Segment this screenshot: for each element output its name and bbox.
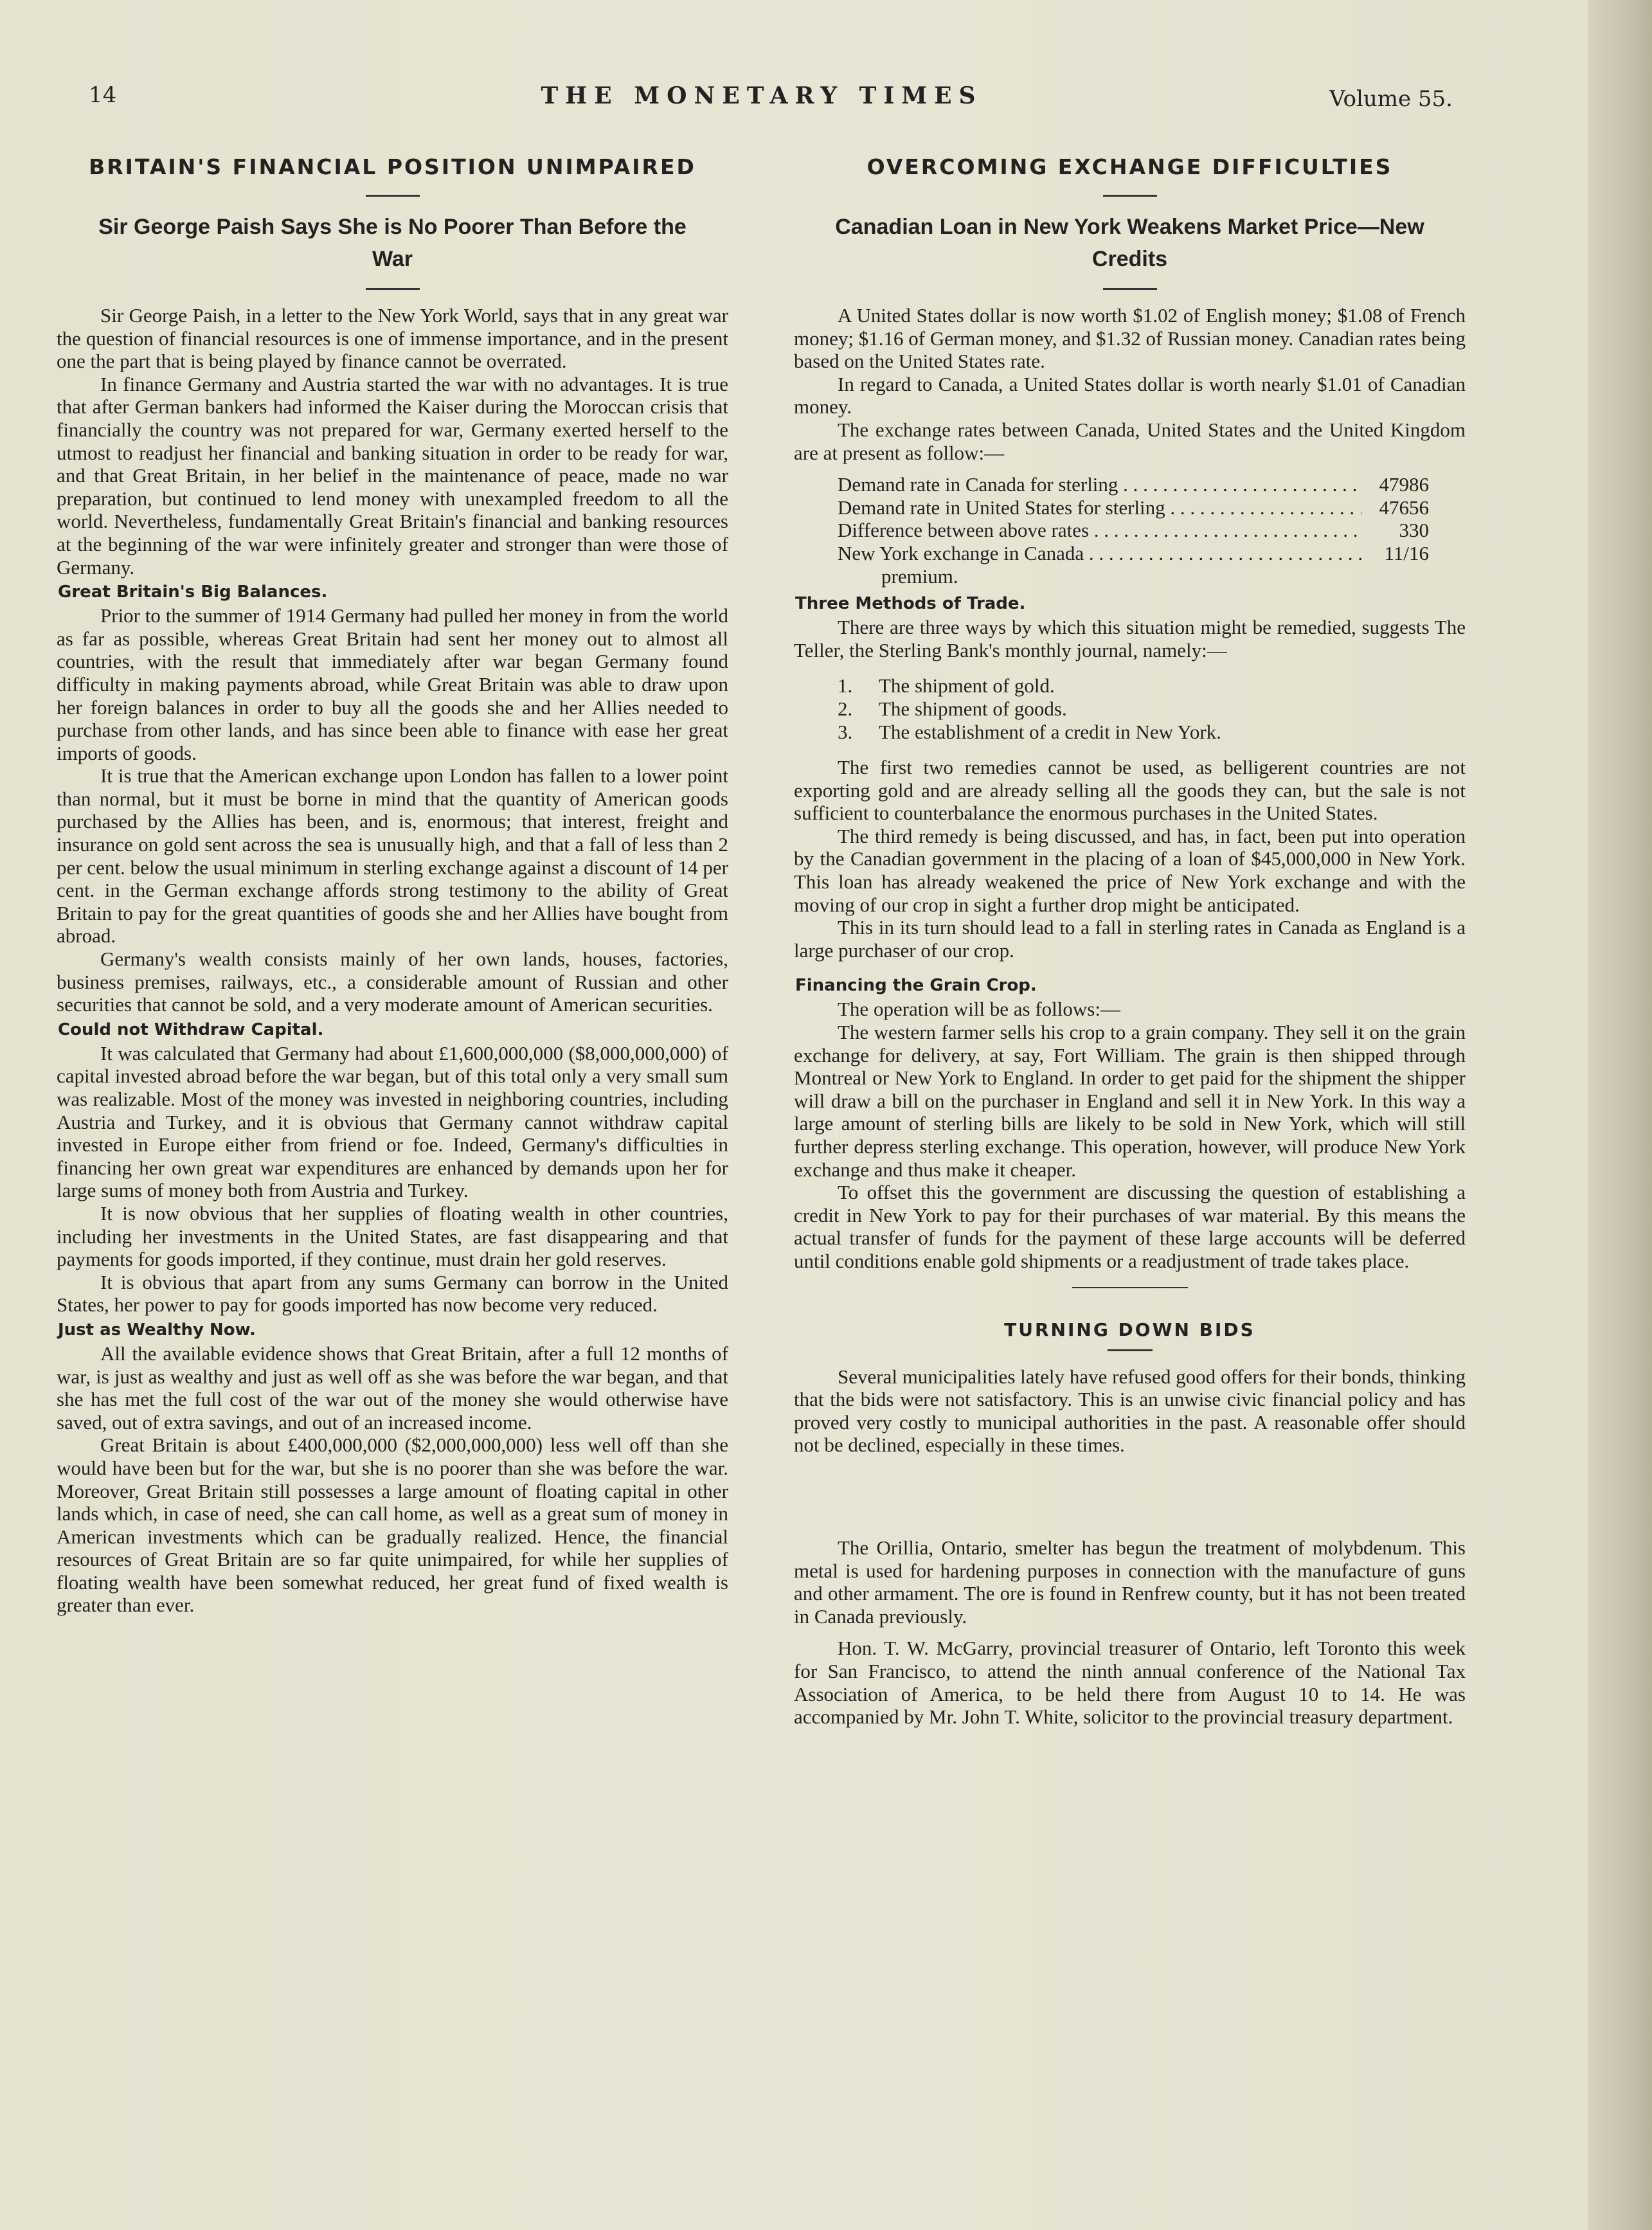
- rate-label: Demand rate in Canada for sterling . . .: [838, 473, 1361, 496]
- paragraph: Great Britain is about £400,000,000 ($2,000,000,000) less well off than she would have been but for the war, but she is no poorer than she was before the war. Moreover, Great Britain still possesses a large amount of floating capital in other lands which, in case of need, she can call home, as well as a great sum of money in American investments which can be gradually realized. Hence, the financial resources of Great Britain are so far quite unimpaired, for while her supplies of floating wealth have been somewhat reduced, her great fund of fixed wealth is greater than ever.: [57, 1434, 728, 1617]
- list-item: [838, 674, 1466, 697]
- article-separator: [1072, 1287, 1188, 1288]
- list-number: 2.: [838, 697, 853, 720]
- page-number: 14: [89, 82, 117, 108]
- left-headline: BRITAIN'S FINANCIAL POSITION UNIMPAIRED: [89, 154, 696, 179]
- rate-label: Demand rate in United States for sterling . . .: [838, 496, 1361, 519]
- methods-list: [838, 674, 1466, 743]
- list-item: [838, 721, 1466, 744]
- rate-label: New York exchange in Canada . . .: [838, 542, 1361, 565]
- page-edge-shadow: [1588, 0, 1652, 2230]
- paragraph: There are three ways by which this situation might be remedied, suggests The Teller, the Sterling Bank's monthly journal, namely:—: [794, 616, 1466, 661]
- paragraph: A United States dollar is now worth $1.02 of English money; $1.08 of French money; $1.16 of German money, and $1.32 of Russian money. Canadian rates being based on the United States rate.: [794, 304, 1466, 373]
- headline-rule: [366, 195, 420, 197]
- rate-continuation: premium.: [881, 564, 958, 588]
- paragraph: In regard to Canada, a United States dollar is worth nearly $1.01 of Canadian money.: [794, 372, 1466, 418]
- section-heading: Three Methods of Trade.: [795, 594, 1026, 614]
- rate-row: [838, 519, 1429, 542]
- right-subhead: Canadian Loan in New York Weakens Market Price—New Credits: [835, 215, 1424, 271]
- paragraph: Hon. T. W. McGarry, provincial treasurer of Ontario, left Toronto this week for San Francisco, to attend the ninth annual conference of the National Tax Association of America, to be held there from August 10 to 14. He was accompanied by Mr. John T. White, solicitor to the provincial treasury department.: [794, 1637, 1466, 1729]
- paragraph: Sir George Paish, in a letter to the New York World, says that in any great war the question of financial resources is one of immense importance, and in the present one the part that is being played by finance cannot be overrated.: [57, 304, 728, 373]
- section-heading: Financing the Grain Crop.: [795, 976, 1037, 996]
- list-text: The shipment of goods.: [879, 697, 1067, 720]
- rate-row: [838, 496, 1429, 519]
- paragraph: All the available evidence shows that Great Britain, after a full 12 months of war, is just as wealthy and just as well off as she was before the war began, and that she has met the full cost of the war out of the money she would otherwise have saved, out of extra savings, and out of an increased income.: [57, 1342, 728, 1434]
- left-column: [57, 149, 728, 1617]
- paragraph: To offset this the government are discussing the question of establishing a credit in New York to pay for their purchases of war material. By this means the actual transfer of funds for the payment of these large accounts will be deferred until conditions enable gold shipments or a readjustment of trade takes place.: [794, 1181, 1466, 1272]
- spacer: [794, 1457, 1466, 1536]
- paragraph: It is obvious that apart from any sums Germany can borrow in the United States, her power to pay for goods imported has now become very reduced.: [57, 1270, 728, 1317]
- paragraph: Several municipalities lately have refused good offers for their bonds, thinking that the bids were not satisfactory. This is an unwise civic financial policy and has proved very costly to municipal authorities in the past. A reasonable offer should not be declined, especially in these times.: [794, 1365, 1466, 1457]
- rate-value: 47656: [1379, 496, 1429, 519]
- paragraph: It is true that the American exchange upon London has fallen to a lower point than normal, but it must be borne in mind that the quantity of American goods purchased by the Allies has been, and is, enormous; that interest, freight and insurance on gold sent across the sea is unusually high, and that a fall of less than 2 per cent. below the usual minimum in sterling exchange against a discount of 14 per cent. in the German exchange affords strong testimony to the ability of Great Britain to pay for the great quantities of goods she and her Allies have bought from abroad.: [57, 764, 728, 948]
- list-number: 3.: [838, 720, 853, 743]
- left-subhead: Sir George Paish Says She is No Poorer Than Before the War: [98, 215, 687, 271]
- headline-rule: [1103, 195, 1157, 197]
- list-number: 1.: [838, 674, 853, 697]
- rate-value: 11/16: [1384, 541, 1429, 564]
- publication-title: THE MONETARY TIMES: [541, 82, 983, 109]
- rate-value: 47986: [1379, 473, 1429, 496]
- paragraph: The Orillia, Ontario, smelter has begun the treatment of molybdenum. This metal is used for hardening purposes in connection with the manufacture of guns and other armament. The ore is found in Renfrew county, but it has not been treated in Canada previously.: [794, 1536, 1466, 1628]
- paragraph: The operation will be as follows:—: [838, 998, 1120, 1021]
- rate-label: Difference between above rates . . .: [838, 519, 1361, 542]
- paragraph: The first two remedies cannot be used, as belligerent countries are not exporting gold and are already selling all the goods they can, but the sale is not sufficient to counterbalance the enormous purchases in the United States.: [794, 756, 1466, 825]
- subhead-rule: [1103, 288, 1157, 290]
- right-headline: OVERCOMING EXCHANGE DIFFICULTIES: [866, 154, 1393, 179]
- subhead-rule: [366, 288, 420, 290]
- paragraph: This in its turn should lead to a fall in sterling rates in Canada as England is a large purchaser of our crop.: [794, 916, 1466, 962]
- turning-down-bids-heading: TURNING DOWN BIDS: [1004, 1318, 1255, 1340]
- section-heading: Could not Withdraw Capital.: [58, 1020, 324, 1039]
- exchange-rates-table: [838, 473, 1429, 588]
- rate-row: [838, 542, 1429, 565]
- paragraph: Prior to the summer of 1914 Germany had pulled her money in from the world as far as possible, whereas Great Britain had sent her money out to almost all countries, with the result that immediately after war began Germany found difficulty in making payments abroad, while Great Britain was able to draw upon her foreign balances in order to buy all the goods she and her Allies needed to purchase from other lands, and has since been able to finance with ease her great imports of goods.: [57, 604, 728, 764]
- heading-rule: [1108, 1349, 1153, 1351]
- paragraph: The third remedy is being discussed, and has, in fact, been put into operation by the Canadian government in the placing of a loan of $45,000,000 in New York. This loan has already weakened the price of New York exchange and with the moving of our crop in sight a further drop might be anticipated.: [794, 824, 1466, 916]
- running-header: [71, 82, 1453, 121]
- right-column: [794, 149, 1466, 1729]
- paragraph: In finance Germany and Austria started the war with no advantages. It is true that after German bankers had informed the Kaiser during the Moroccan crisis that financially the country was not prepared for war, Germany exerted herself to the utmost to readjust her financial and banking situation in order to be ready for war, and that Great Britain, in her belief in the maintenance of peace, made no war preparation, but continued to lend money with unexampled freedom to all the world. Nevertheless, fundamentally Great Britain's financial and banking resources at the beginning of the war were infinitely greater and stronger than were those of Germany.: [57, 372, 728, 579]
- list-text: The establishment of a credit in New York.: [879, 720, 1221, 743]
- section-heading: Great Britain's Big Balances.: [58, 582, 328, 602]
- paragraph: It is now obvious that her supplies of floating wealth in other countries, including her investments in the United States, are fast disappearing and that payments for goods imported, if they continue, must drain her gold reserves.: [57, 1201, 728, 1271]
- list-item: [838, 697, 1466, 721]
- paragraph: Germany's wealth consists mainly of her own lands, houses, factories, business premises, railways, etc., a considerable amount of Russian and other securities that cannot be sold, and a very moderate amount of American securities.: [57, 948, 728, 1016]
- section-heading: Just as Wealthy Now.: [58, 1320, 256, 1340]
- volume-label: Volume 55.: [1329, 86, 1453, 112]
- paragraph: It was calculated that Germany had about £1,600,000,000 ($8,000,000,000) of capital invested abroad before the war began, but of this total only a very small sum was realizable. Most of the money was invested in neighboring countries, including Austria and Turkey, and it is obvious that Germany cannot withdraw capital invested in Europe either from friend or foe. Indeed, Germany's difficulties in financing her own great war expenditures are enhanced by demands upon her for large sums of money both from Austria and Turkey.: [57, 1041, 728, 1202]
- paragraph: The exchange rates between Canada, United States and the United Kingdom are at present as follow:—: [794, 418, 1466, 464]
- rate-value: 330: [1399, 519, 1429, 542]
- list-text: The shipment of gold.: [879, 674, 1055, 697]
- paragraph: The western farmer sells his crop to a grain company. They sell it on the grain exchange for delivery, at say, Fort William. The grain is then shipped through Montreal or New York to England. In order to get paid for the shipment the shipper will draw a bill on the purchaser in England and sell it in New York. In this way a large amount of sterling bills are likely to be sold in New York, which will still further depress sterling exchange. This operation, however, will produce New York exchange and thus make it cheaper.: [794, 1021, 1466, 1181]
- rate-row: [838, 473, 1429, 496]
